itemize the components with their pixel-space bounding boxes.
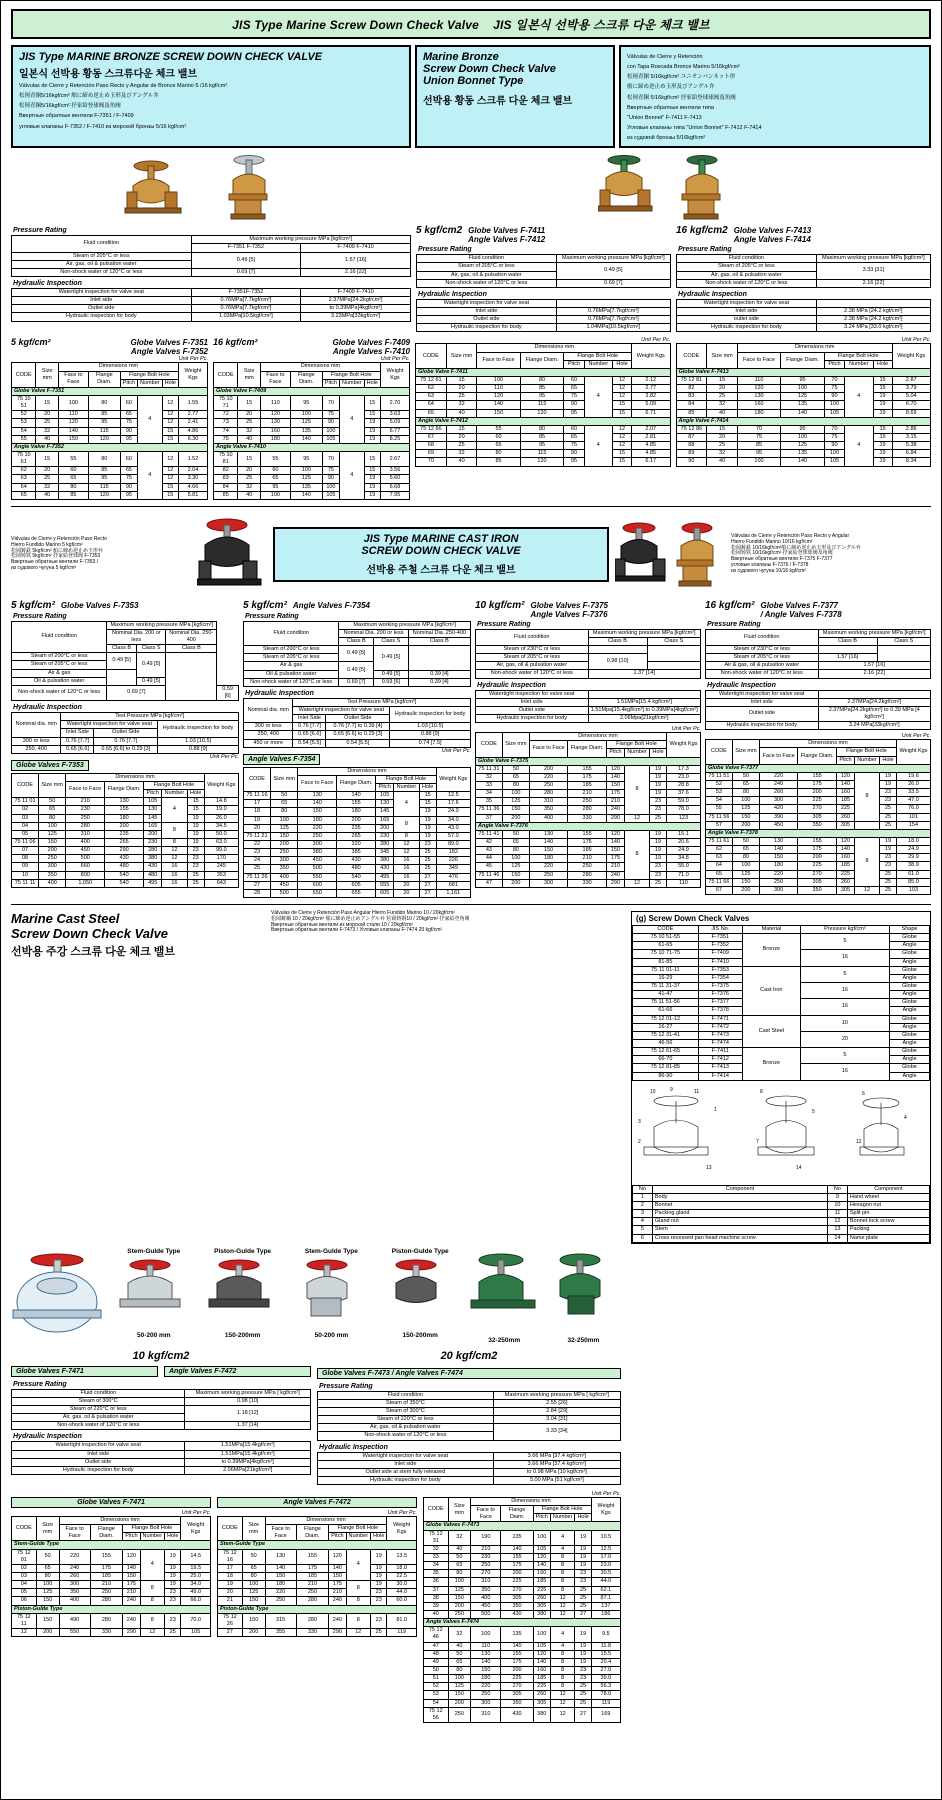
bronze-right-line7: "Union Bonnet" F-7411 F-7413 [627,114,702,121]
dim-block-f7413 [676,337,932,499]
pr-title-f7413: Pressure Rating [678,246,732,254]
dim-table-f7351: CODE Size mm Dimensions mm Weight Kgs Face to Face Flange Diam. Flange Bolt Hole Pitch Number Hole Globe Valve F-7351 75 10 51 15 100 80 60 4 12 1.55 52 20 110 85 65 12 2.77 53 25 120 95 75 12 2.41 54 32 140 115 90 15 4.86 55 40 150 120 95 15 6.30 Angle Valve F-7352 75 10 61 15 55 80 60 4 12 1.52 62 20 60 85 65 12 2.04 63 25 65 95 75 12 3.30 64 32 80 115 90 15 4.66 65 40 85 120 95 15 5.81 [11,362,208,499]
unit-f7411: Unit Per Pc. [641,337,671,344]
bronze-header-mid [415,45,615,148]
badge-globe-f7411: Globe Valves F-7411 [468,226,546,236]
svg-text:4: 4 [904,1114,907,1121]
svg-text:14: 14 [796,1164,802,1171]
bronze-right-line6: Ввертные обратные вентили типа [627,104,714,111]
badge-angle-f7378: Angle Valve F-7378 [706,829,931,837]
badge-globe-f7413-dim: Globe Valve F-7413 [676,368,931,376]
globe-valve-bronze-icon [123,152,213,222]
cast-steel-figure-strip [11,1248,621,1345]
dim-table-f7413: CODE Size mm Dimensions mm Weight Kgs Face to Face Flange Diam. Flange Bolt Hole Pitch Number Hole Globe Valve F-7413 75 12 81 15 110 95 70 4 15 2.87 82 20 120 100 75 15 3.79 83 25 130 125 90 19 5.04 84 32 160 135 100 19 6.70 85 40 180 140 105 19 8.69 Angle Valve F-7414 75 12 86 15 70 95 70 4 15 2.86 87 20 75 100 75 15 3.15 88 25 85 125 90 19 5.38 89 32 95 135 100 19 6.84 90 40 100 140 105 19 8.34 [676,343,932,466]
svg-text:13: 13 [706,1164,712,1171]
col-fluid-condition: Fluid condition [12,236,192,252]
col-f7409: F-7409 F-7410 [301,244,411,252]
block-f7377: 16 kgf/cm² Globe Valves F-7377 / Angle Valves F-7378 Pressure Rating Fluid condition Maximum working pressure MPa [kgf/cm²] Class B Class S Steam of 230°C or less Steam of 205°C or less 1.57 [16] Air & gas, oil & pulsation water 1.57 [16] Non-shock water of 120°C or less 2.16 [22] Hydraulic Inspection Watertight inspection for valve seat Inlet side 2.37MPa[24.2kgf/cm²] Outlet side 2.37MPa[24.2kgf/cm²] to 0.39 MPa [4 kgf/cm²] Hydraulic inspection for body 3.24 MPa[33kgf/cm²] Unit Per Pc. CODE Size mm Dimensions mm Weight Kgs Face to Face Flange Diam. Flange Bolt Hole Pitch Number Hole Globe Valve F-7377 75 11 51 50 220 155 120 8 19 19.6 52 65 240 175 140 19 26.0 53 80 260 200 160 23 33.5 54 100 300 225 185 23 47.0 55 125 420 270 225 25 76.0 75 11 56 150 390 305 260 25 101 57 200 450 350 305 25 154 Angle Valve F-7378 75 11 61 50 130 155 120 8 19 18.0 62 65 140 175 140 19 24.9 63 80 150 200 160 23 29.9 64 100 180 225 185 23 38.9 65 125 220 270 225 25 61.0 75 11 66 150 250 305 260 25 85.0 67 200 300 350 305 12 25 103 [705,600,931,895]
figure-stem-guide-2: Stem-Gulde Type 50-200 mm [304,1247,358,1339]
angle-valve-bronze-icon [219,150,299,222]
dim-table-f7472: CODE Size mm Dimensions mm Weight Kgs Face to Face Flange Diam. Flange Bolt Hole Pitch Number Hole Stem-Gulde Type 75 12 16 50 130 155 120 4 19 13.5 17 65 140 175 140 19 18.0 18 80 150 185 150 19 22.5 19 100 180 210 175 8 19 30.0 20 125 220 250 210 23 44.0 21 150 250 280 240 8 23 60.0 Piston-Gulde Type 75 12 26 150 315 280 240 8 23 81.0 27 200 355 330 290 12 25 119 [217,1516,417,1637]
svg-text:7: 7 [756,1138,759,1145]
badge-angle-f7412-dim: Angle Valve F-7412 [416,417,671,425]
title-angle-f7376: Angle Valves F-7376 [530,609,608,619]
table-row: 61-66 F-7378 Angle [633,1007,930,1015]
bronze-header-line2: 일본식 선박용 황동 스크류다운 체크 밸브 [19,69,198,80]
unit-f7351: Unit Per Pc. [178,356,208,363]
title-f7354: Angle Valves F-7354 [292,600,370,610]
table-row: Non-shock water of 120°C or less 0.69 [7] 2.16 [22] [12,268,411,276]
hy-table-f7377: Watertight inspection for valve seat Inlet side 2.37MPa[24.2kgf/cm²] Outlet side 2.37MPa[24.2kgf/cm²] to 0.39 MPa [4 kgf/cm²] Hydraulic inspection for body 3.24 MPa[33kgf/cm²] [705,690,931,731]
dim-block-f7351 [11,337,208,499]
bronze-mid-line4: 선박용 황동 스크류 다운 체크 밸브 [423,96,573,107]
section-divider-1 [11,506,931,507]
dim-table-f7377: CODE Size mm Dimensions mm Weight Kgs Face to Face Flange Diam. Flange Bolt Hole Pitch Number Hole Globe Valve F-7377 75 11 51 50 220 155 120 8 19 19.6 52 65 240 175 140 19 26.0 53 80 260 200 160 23 33.5 54 100 300 225 185 23 47.0 55 125 420 270 225 25 76.0 75 11 56 150 390 305 260 25 101 57 200 450 350 305 25 154 Angle Valve F-7378 75 11 61 50 130 155 120 8 19 18.0 62 65 140 175 140 19 24.9 63 80 150 200 160 23 29.9 64 100 180 225 185 23 38.9 65 125 220 270 225 25 61.0 75 11 66 150 250 305 260 25 85.0 67 200 300 350 305 12 25 103 [705,739,931,895]
block-f7375: 10 kgf/cm² Globe Valves F-7375 Angle Valves F-7376 Pressure Rating Fluid condition Maximum working pressure MPa [kgf/cm²] Class B Class S Steam of 230°C or less Steam of 205°C or less 0.98 [10] Air, gas, oil & pulsation water Non-shock water of 120°C or less 1.37 [14] Hydraulic Inspection Watertight inspection for valve seat Inlet side 1.51MPa[15.4 kgf/cm²] Outlet side 1.51Mpa[15.4kgf/cm²] to 0.39MPa[4kgf/cm²] Hydraulic inspection for body 2.06Mpa[21kgf/cm²] Unit Per Pc. CODE Size mm Dimensions mm Weight Kgs Face to Face Flange Diam. Flange Bolt Hole Pitch Number Hole Globe Valve F-7375 75 11 31 50 200 155 120 8 19 17.3 32 65 220 175 140 19 23.0 33 80 250 185 150 19 28.8 34 100 280 210 175 19 37.6 35 125 310 250 210 23 59.0 75 11 36 150 350 280 240 23 78.0 37 200 400 330 290 12 25 123 Angle Valve F-7376 75 11 41 50 130 155 120 8 19 15.1 42 65 140 175 140 19 20.6 43 80 150 185 150 19 24.9 44 100 180 210 175 19 34.8 45 125 220 250 210 23 55.0 75 11 46 150 250 280 240 23 71.0 47 200 300 330 290 12 25 110 [475,600,701,888]
pr-table-f7413: Fluid condition Maximum working pressure MPa [kgf/cm²] Steam of 205°C or less 3.33 [31] Air, gas, oil & pulsation water Non-shock water of 120°C or less 2.16 [22] [676,254,931,288]
summary-g-title: (g) Screw Down Check Valves [636,914,750,923]
page-title [11,9,931,39]
cast-iron-valve-icon-left [197,513,267,596]
union-bonnet-valve-icon-2 [674,150,744,222]
page-title-en: JIS Type Marine Screw Down Check Valve [232,18,479,32]
bronze-right-line5: 松岡青銅 5/16kgf/cm² 抒家給登球球阀及角阀 [627,94,736,101]
pressure-rating-title: Pressure Rating [13,227,67,235]
unit-f7413: Unit Per Pc. [901,337,931,344]
section-divider-2 [11,904,931,905]
bronze-header-right [619,45,931,148]
table-row: Steam of 205°C or less 0.49 [5] 1.57 [16] [12,252,411,260]
bronze-header-line1: JIS Type MARINE BRONZE SCREW DOWN CHECK VALVE [19,51,323,63]
pr-block-f7471: 10 kgf/cm2 Globe Valves F-7471 Angle Valves F-7472 Pressure Rating Fluid condition Maximum working pressure MPa [ kgf/cm²] Steam of 300°C 0.98 [10] Steam of 220°C or less 1.18 [12] Air, gas, oil & pulsation water Non-shock water of 120°C or less 1.37 [14] Hydraulic Inspection Watertight inspection for valve seat 1.51MPa[15.4kgf/cm²] Inlet side 1.51MPa[15.4kgf/cm²] Outlet side to 0.39MPa[4kgf/cm²] Hydraulic inspection for body 2.06MPa[21kgf/cm²] [11,1350,311,1485]
badge-globe-f7413: Globe Valves F-7413 [733,226,812,236]
table-row: 46-56 F-7474 Angle [633,1039,930,1047]
dim-table-f7353: CODE Size mm Dimensions mm Weight Kgs Face to Face Flange Diam. Flange Bolt Hole Pitch Number Hole 75 11 01 50 210 130 105 4 15 14.8 02 65 230 155 130 15 19.0 03 80 250 180 145 19 26.0 04 100 280 200 165 8 19 34.5 05 125 310 235 200 19 50.0 75 11 06 150 400 265 230 8 19 63.0 07 200 450 290 280 12 23 99.0 08 250 500 430 380 12 23 170 09 300 660 480 430 16 23 245 10 350 800 540 480 16 25 353 75 11 11 400 1,050 540 495 16 25 643 [11,773,239,888]
kg-f7351: 5 kgf/cm² [11,337,51,348]
pressure-rating-f7411-block [416,225,671,332]
col-f7351: F-7351 F-7352 [191,244,301,252]
badge-globe-f7375: Globe Valve F-7375 [476,757,701,765]
dim-block-f7472: Angle Valves F-7472 Unit Per Pc. CODE Size mm Dimensions mm Weight Kgs Face to Face Flange Diam. Flange Bolt Hole Pitch Number Hole Stem-Gulde Type 75 12 16 50 130 155 120 4 19 13.5 17 65 140 175 140 19 18.0 18 80 150 185 150 19 22.5 19 100 180 210 175 8 19 30.0 20 125 220 250 210 23 44.0 21 150 250 280 240 8 23 60.0 Piston-Gulde Type 75 12 26 150 315 280 240 8 23 81.0 27 200 355 330 290 12 25 119 [217,1491,417,1723]
parts-legend-table: No Component No Component 1 Body 9 Hand wheel 2 Bonnet 10 Hexagon nut 3 Packing gland 11 Split pin 4 Gland nut 12 Bonnet lock screw 5 Stem 13 Packing 6 Cross recessed pan head machine screw 14 Name plate [632,1185,930,1243]
pr-table-f7377: Fluid condition Maximum working pressure MPa [kgf/cm²] Class B Class S Steam of 230°C or less Steam of 205°C or less 1.57 [16] Air & gas, oil & pulsation water 1.57 [16] Non-shock water of 120°C or less 2.16 [22] [705,629,931,679]
table-row: 2 Bonnet 10 Hexagon nut [633,1201,930,1209]
badge-16kgf: 16 kgf/cm2 [676,225,728,237]
table-row: 75 11 31-37 F-7375 16 Globe [633,982,930,990]
pr-table-f7411: Fluid condition Maximum working pressure MPa [kgf/cm²] Steam of 205°C or less 0.49 [5] Air, gas, oil & pulsation water Non-shock water of 120°C or less 0.69 [7] [416,254,671,288]
table-row: 75 10 71-75 F-7409 16 Globe [633,950,930,958]
dim-table-f7409: CODE Size mm Dimensions mm Weight Kgs Face to Face Flange Diam. Flange Bolt Hole Pitch Number Hole Globe Valve F-7409 75 10 71 15 110 95 70 4 15 2.70 72 20 120 100 75 15 3.63 73 25 130 125 90 19 5.09 74 32 160 135 100 19 6.77 75 40 180 140 105 19 8.25 Angle Valve F-7410 75 10 81 15 55 95 70 4 15 2.67 82 20 60 100 75 15 3.56 83 25 65 125 90 19 5.60 84 32 95 135 100 19 6.68 85 40 100 140 105 19 7.95 [213,362,410,499]
hy-table-f7471: Watertight inspection for valve seat 1.51MPa[15.4kgf/cm²] Inlet side 1.51MPa[15.4kgf/cm²] Outlet side to 0.39MPa[4kgf/cm²] Hydraulic inspection for body 2.06MPa[21kgf/cm²] [11,1441,311,1475]
kg-globe-f7409: Globe Valves F-7409 [332,338,410,348]
table-row: 75 12 31-41 F-7473 20 Globe [633,1031,930,1039]
bronze-mid-line1: Marine Bronze [423,51,499,63]
badge-angle-f7376: Angle Valve F-7376 [476,822,701,830]
badge-f7473: Globe Valves F-7473 / Angle Valves F-7474 [317,1368,621,1379]
pr-title-f7411: Pressure Rating [418,246,472,254]
kg-f7354: 5 kgf/cm² [243,599,287,611]
table-row: 6 Cross recessed pan head machine screw 14 Name plate [633,1234,930,1242]
figure-piston-guide-1: Piston-Gulde Type 150-200mm [200,1248,285,1345]
badge-globe-f7411-dim: Globe Valve F-7411 [416,368,671,376]
badge-globe-f7471: Globe Valves F-7471 [11,1366,158,1377]
svg-text:2: 2 [638,1138,641,1145]
bronze-header-line3: Válvulas de Cierre y Retención Paso Recto y Angular de Bronce Marino 5 /16 kgf/cm² [19,83,228,89]
section-cast-iron [11,513,931,898]
exploded-diagram [632,1081,930,1185]
figure-piston-guide-2: Piston-Gulde Type 150-200mm [391,1247,449,1339]
badge-angle-f7414: Angle Valves F-7414 [733,235,811,245]
pr-table-f7471: Fluid condition Maximum working pressure MPa [ kgf/cm²] Steam of 300°C 0.98 [10] Steam of 220°C or less 1.18 [12] Air, gas, oil & pulsation water Non-shock water of 120°C or less 1.37 [14] [11,1389,311,1431]
hy-table-f7473: Watertight inspection for valve seat 3.66 MPa [37.4 kgf/cm²] Inlet side 3.66 MPa [37.4 kgf/cm²] Outlet side at stem fully released to 0.98 MPa [10 kgf/cm²] Hydraulic inspection for body 5.00 MPa [51 kgf/cm²] [317,1452,621,1486]
badge-5kgf: 5 kgf/cm2 [416,225,463,237]
bronze-header-line4: 松岡青銅5/16kgf/cm² 舶に締め逆止め玉形及びアングル弁 [19,93,159,100]
badge-globe-f7351: Globe Valve F-7351 [12,387,208,395]
section-cast-steel [11,911,931,1723]
kg-f7353: 5 kgf/cm² [11,599,55,611]
table-row: 75 12 01-12 F-7471 Cast Steel 10 Globe [633,1015,930,1023]
table-row: 75 11 01-11 F-7353 Cast Iron 5 Globe [633,966,930,974]
cast-iron-valve-icon-right [615,518,725,590]
table-row: 75 12 81-85 F-7413 16 Globe [633,1064,930,1072]
bronze-right-line1: Válvulas de Cierre y Retención [627,54,703,60]
table-row: 4 Gland nut 12 Bonnet lock screw [633,1218,930,1226]
pressure-rating-f7413-block [676,225,931,332]
badge-angle-f7472: Angle Valves F-7472 [164,1366,311,1377]
union-bonnet-valve-icon-1 [598,150,668,222]
pr-block-f7473: 20 kgf/cm2 Globe Valves F-7473 / Angle Valves F-7474 Pressure Rating Fluid condition Maximum working pressure MPa [ kgf/cm²] Steam of 350°C 2.55 [26] Steam of 300°C 2.84 [29] Steam of 220°C or less 3.04 [31] Air, gas, oil & pulsation water 3.33 [34] Non-shock water of 120°C or less Hydraulic Inspection Watertight inspection for valve seat 3.66 MPa [37.4 kgf/cm²] Inlet side 3.66 MPa [37.4 kgf/cm²] Outlet side at stem fully released to 0.98 MPa [10 kgf/cm²] Hydraulic inspection for body 5.00 MPa [51 kgf/cm²] [317,1350,621,1485]
title-globe-f7377: Globe Valves F-7377 [760,600,838,610]
figure-stem-guide-1: Stem-Gulde Type 50-200 mm [111,1248,196,1345]
bronze-mid-line3: Union Bonnet Type [423,75,524,87]
figure-angle-32-250: 32-250mm [546,1248,621,1345]
bronze-mid-line2: Screw Down Check Valve [423,63,556,75]
pr-table-f7353: Fluid condition Maximum working pressure MPa [kgf/cm²] Nominal Dia. 200 or less Nominal Dia. 250-400 Class B Class S Class B Steam of 200°C or less 0.49 [5] 0.49 [5] Steam of 205°C or less Air & gas Oil & pulsation water 0.49 [5] Non-shock water of 120°C or less 0.69 [7] 0.59 [6] [11,621,239,701]
svg-text:10: 10 [650,1088,656,1095]
table-row: 81-85 F-7410 Angle [633,958,930,966]
subhead-stem-guide-f7472: Stem-Gulde Type [218,1541,417,1549]
svg-text:1: 1 [714,1106,717,1113]
dim-block-f7471: Globe Valves F-7471 Unit Per Pc. CODE Size mm Dimensions mm Weight Kgs Face to Face Flange Diam. Flange Bolt Hole Pitch Number Hole Stem-Gulde Type 75 12 01 50 220 155 120 4 19 14.5 02 65 240 175 140 19 19.5 03 80 260 185 150 19 25.0 04 100 300 210 175 8 19 34.0 05 125 350 250 210 23 49.0 06 150 400 280 240 8 23 66.0 Piston-Gulde Type 75 12 11 150 490 280 240 8 23 70.0 12 200 550 330 290 12 25 105 [11,1491,211,1723]
table-row: 75 12 61-65 F-7411 Bronze 5 Globe [633,1048,930,1056]
pr-table-f7354: Fluid condition Maximum working pressure MPa [kgf/cm²] Nominal Dia. 200 or less Nominal Dia. 250-400 Class B Class S Class B Steam of 200°C or less 0.49 [5] 0.49 [5] Steam of 205°C or less Air & gas 0.49 [5] Oil & pulsation water 0.49 [5] 0.39 [4] Non-shock water of 120°C or less 0.69 [7] 0.59 [6] 0.39 [4] [243,621,471,687]
summary-g-box [631,911,931,1244]
table-row: 75 11 51-56 F-7377 16 Globe [633,999,930,1007]
cast-iron-header: JIS Type MARINE CAST IRON SCREW DOWN CHECK VALVE 선박용 주철 스크류 다운 체크 밸브 [273,527,609,582]
subhead-piston-guide-f7471: Piston-Gulde Type [12,1605,211,1613]
dim-block-f7473: Unit Per Pc. CODE Size mm Dimensions mm Weight Kgs Face to Face Flange Diam. Flange Bolt Hole Pitch Number Hole Globe Valves F-7473 75 12 31 32 190 135 100 4 19 10.5 32 40 210 140 105 4 19 12.5 33 50 230 155 120 8 19 17.0 34 65 250 175 140 8 19 23.0 35 80 270 200 160 8 23 30.5 36 100 310 225 185 8 23 44.0 37 125 350 270 225 8 25 62.1 38 150 400 305 260 12 25 87.1 39 200 450 350 305 12 25 137 40 250 500 430 380 12 27 186 Angle Valves F-7474 75 12 46 32 100 135 100 4 19 9.5 47 40 110 140 105 4 19 11.8 48 50 130 155 120 8 19 15.5 49 65 140 175 140 8 19 20.4 50 80 150 200 160 8 23 27.0 51 100 180 225 185 8 23 39.0 52 125 220 270 225 8 25 56.3 53 150 250 305 260 12 25 78.0 54 200 300 350 305 12 25 119 75 12 56 250 310 430 380 12 27 169 [423,1491,621,1723]
badge-angle-f7412: Angle Valves F-7412 [468,235,546,245]
badge-angle-f7410: Angle Valve F-7410 [214,443,410,451]
table-row: 16-29 F-7354 Angle [633,974,930,982]
kg-f7375: 10 kgf/cm² [475,599,525,611]
hy-table-f7353: Nominal dia. mm Test Pressure MPa [kgf/cm²] Watertight inspection for valve seat Hydraulic inspection for body Inlet Side Outlet Side 300 or less 0.76 [7.7] 0.76 [7.7] 1.03 [10.5] 350, 400 0.65 [6.6] 0.65 [6.6] to 0.29 [3] 0.88 [9] [11,712,239,754]
kg-angle-f7352: Angle Valves F-7352 [130,347,208,357]
col-max-working-pressure: Maximum working pressure MPa [kgf/cm²] [191,236,410,244]
kg-f7377: 16 kgf/cm² [705,599,755,611]
svg-text:5: 5 [812,1108,815,1115]
bronze-valve-illustrations-left [11,150,411,222]
bronze-right-line3: 松岡青銅 5/16kgf/cm² ユニオンバンネット形 [627,74,736,81]
subhead-stem-guide-f7471: Stem-Gulde Type [12,1541,211,1549]
badge-globe-f7473: Globe Valves F-7473 [424,1522,621,1530]
dim-block-f7409 [213,337,410,499]
svg-text:12: 12 [856,1138,862,1145]
hy-table-f7411: Watertight inspection for valve seat Inlet side 0.76MPa[7.7kgf/cm²] Outlet side 0.76MPa[7.7kgf/cm²] Hydraulic inspection for body 1.04MPa[10.5kgf/cm²] [416,299,671,333]
svg-text:9: 9 [670,1086,673,1093]
table-row: 75 10 51-55 F-7351 Bronze 5 Globe [633,934,930,942]
dim-table-f7375: CODE Size mm Dimensions mm Weight Kgs Face to Face Flange Diam. Flange Bolt Hole Pitch Number Hole Globe Valve F-7375 75 11 31 50 200 155 120 8 19 17.3 32 65 220 175 140 19 23.0 33 80 250 185 150 19 28.8 34 100 280 210 175 19 37.6 35 125 310 250 210 23 59.0 75 11 36 150 350 280 240 23 78.0 37 200 400 330 290 12 25 123 Angle Valve F-7376 75 11 41 50 130 155 120 8 19 15.1 42 65 140 175 140 19 20.6 43 80 150 185 150 19 24.9 44 100 180 210 175 19 34.8 45 125 220 250 210 23 55.0 75 11 46 150 250 280 240 23 71.0 47 200 300 330 290 12 25 110 [475,732,701,888]
cast-iron-desc-right: Válvulas de Cierre y Retención Paso Recto y Angular Hierro Fundido Marino 10/16 kgf/cm² 松岡鋳鉄 10/16kgf/cm²舶に締め逆止め玉形及びアングル弁 松岡铸铁 10/16kgf/cm² 抒家給登球球阀及角阀 Ввертные обратные вентили F-7375 F-7377 угловые клапаны F-7376 / F-7378 из судового чугуна 10/16 kgf/cm² [731,533,861,574]
badge-globe-f7409: Globe Valve F-7409 [214,387,410,395]
table-row: 16-27 F-7472 Angle [633,1023,930,1031]
badge-angle-f7474: Angle Valves F-7474 [424,1619,621,1627]
svg-text:11: 11 [694,1088,700,1095]
bronze-right-line9: из судовой бронзы 5/16kgf/cm² [627,135,706,142]
badge-f7472-dim: Angle Valves F-7472 [217,1497,417,1508]
page-title-ko: JIS 일본식 선박용 스크류 다운 체크 밸브 [493,18,710,32]
table-row: 3 Packing gland 11 Split pin [633,1210,930,1218]
badge-f7354: Angle Valves F-7354 [243,754,320,765]
table-row: 86-90 F-7414 Angle [633,1072,930,1080]
hy-title-f7411: Hydraulic Inspection [418,290,487,298]
pr-table-f7473: Fluid condition Maximum working pressure MPa [ kgf/cm²] Steam of 350°C 2.55 [26] Steam of 300°C 2.84 [29] Steam of 220°C or less 3.04 [31] Air, gas, oil & pulsation water 3.33 [34] Non-shock water of 120°C or less [317,1391,621,1441]
dim-table-f7411: CODE Size mm Dimensions mm Weight Kgs Face to Face Flange Diam. Flange Bolt Hole Pitch Number Hole Globe Valve F-7411 75 12 61 15 100 80 60 4 12 2.12 62 20 110 85 65 12 2.77 63 25 120 95 75 12 3.82 64 32 140 115 90 15 5.09 65 40 150 120 95 15 6.71 Angle Valve F-7412 75 12 66 15 55 80 60 4 12 2.07 67 20 60 85 65 12 2.81 68 25 65 95 75 12 4.85 69 32 80 115 90 15 4.85 70 40 85 120 95 15 6.17 [415,343,671,466]
hydraulic-inspection-title: Hydraulic Inspection [13,279,82,287]
badge-f7471-dim: Globe Valves F-7471 [11,1497,211,1508]
svg-text:3: 3 [638,1118,641,1125]
figure-globe-32-250: 32-250mm [467,1248,542,1345]
subhead-piston-guide-f7472: Piston-Gulde Type [218,1605,417,1613]
bronze-right-line4: 舶に締め逆止め玉形及びアングル弁 [627,84,715,91]
hy-table-f7413: Watertight inspection for valve seat Inlet side 2.38 MPa [24.2 kgf/cm²] outlet side 2.38 MPa [24.2 kgf/cm²] Hydraulic inspection for body 3.24 MPa [33.0 kgf/cm²] [676,299,931,333]
hydraulic-inspection-table: Watertight inspection for valve seat F-7351F-7352 F-7409 F-7410 Inlet side 0.76MPa[7.7kgf/cm²] 2.37MPa[24.2kgf/cm²] Outlet side 0.76MPa[7.7kgf/cm²] to 0.39MPa[4kgf/cm²] Hydraulic inspection for body 1.03MPa[10.5kgf/cm²] 3.23MPa[33kgf/cm²] [11,288,411,322]
unit-f7409: Unit Per Pc. [380,356,410,363]
table-row: 41-47 F-7376 Angle [633,991,930,999]
bronze-header-line5: 松岡青銅5/16kgf/cm² 抒家給登球阀及角阀 [19,103,121,110]
table-row: 61-65 F-7352 Angle [633,942,930,950]
pr-table-f7375: Fluid condition Maximum working pressure MPa [kgf/cm²] Class B Class S Steam of 230°C or less Steam of 205°C or less 0.98 [10] Air, gas, oil & pulsation water Non-shock water of 120°C or less 1.37 [14] [475,629,701,679]
kg-globe-f7351: Globe Valves F-7351 [130,338,208,348]
title-globe-f7375: Globe Valves F-7375 [530,600,608,610]
dim-table-f7473: CODE Size mm Dimensions mm Weight Kgs Face to Face Flange Diam. Flange Bolt Hole Pitch Number Hole Globe Valves F-7473 75 12 31 32 190 135 100 4 19 10.5 32 40 210 140 105 4 19 12.5 33 50 230 155 120 8 19 17.0 34 65 250 175 140 8 19 23.0 35 80 270 200 160 8 23 30.5 36 100 310 225 185 8 23 44.0 37 125 350 270 225 8 25 62.1 38 150 400 305 260 12 25 87.1 39 200 450 350 305 12 25 137 40 250 500 430 380 12 27 186 Angle Valves F-7474 75 12 46 32 100 135 100 4 19 9.5 47 40 110 140 105 4 19 11.8 48 50 130 155 120 8 19 15.5 49 65 140 175 140 8 19 20.4 50 80 150 200 160 8 23 27.0 51 100 180 225 185 8 23 39.0 52 125 220 270 225 8 25 56.3 53 150 250 305 260 12 25 78.0 54 200 300 350 305 12 25 119 75 12 56 250 310 430 380 12 27 169 [423,1497,621,1723]
kg-f7471: 10 kgf/cm2 [132,1349,190,1362]
table-row: 1 Body 9 Hand wheel [633,1193,930,1201]
pressure-rating-table [11,235,411,277]
cast-steel-desc: Válvulas de Cierre y Retención Paso Angular Hierro Fundido Marino 10 / 20kgf/cm² 松岡鋳鋼 10 / 20kgf/cm² 舶に締め逆止めアングル弁 松岡铸钢10 / 20kgf/cm² 抒家給登角阀 Ввертные обратные вентили из морской стали 10 / 20kgf/cm² Ввертные обратные вентили F-7473 / Угловые клапаны F-7474 20 kgf/cm² [271,910,470,934]
block-f7354: 5 kgf/cm² Angle Valves F-7354 Pressure Rating Fluid condition Maximum working pressure MPa [kgf/cm²] Nominal Dia. 200 or less Nominal Dia. 250-400 Class B Class S Class B Steam of 200°C or less 0.49 [5] 0.49 [5] Steam of 205°C or less Air & gas 0.49 [5] Oil & pulsation water 0.49 [5] 0.39 [4] Non-shock water of 120°C or less 0.69 [7] 0.59 [6] 0.39 [4] Hydraulic Inspection Nominal dia. mm Test Pressure MPa [kgf/cm²] Watertight inspection for valve seat Hydraulic inspection for body Inlet Side Outlet Side 300 or less 0.76 [7.7] 0.76 [7.7] to 0.39 [4] 1.03 [10.5] 350, 400 0.65 [6.6] 0.65 [6.6] to 0.29 [3] 0.88 [9] 450 or more 0.54 [5.5] 0.54 [5.5] 0.74 [7.5] Angle Valves F-7354 Unit Per Pc. CODE Size mm Dimensions mm Weight Kgs Face to Face Flange Diam. Flange Bolt Hole Pitch Number Hole 75 11 16 50 130 140 105 4 15 12.5 17 65 140 155 130 15 17.6 18 80 150 180 145 19 24.0 19 100 180 200 165 8 19 34.0 20 125 220 235 200 19 43.0 75 11 21 150 250 265 230 8 19 57.0 22 200 300 320 280 12 23 89.0 23 250 380 385 345 12 25 182 24 300 450 430 380 16 25 226 25 350 500 480 430 16 25 349 75 11 26 400 550 540 495 16 27 476 27 450 600 605 555 20 27 681 28 500 650 655 605 20 27 1,161 [243,600,471,898]
table-row: 5 Stem 13 Packing [633,1226,930,1234]
badge-angle-f7414-dim: Angle Valve F-7414 [676,417,931,425]
bronze-right-line2: con Tapa Roscada Bronce Marino 5/16kgf/cm² [627,64,741,71]
badge-globe-f7377: Globe Valve F-7377 [706,764,931,772]
hy-title-f7413: Hydraulic Inspection [678,290,747,298]
hy-table-f7354: Nominal dia. mm Test Pressure MPa [kgf/cm²] Watertight inspection for valve seat Hydraulic inspection for body Inlet Side Outlet Side 300 or less 0.76 [7.7] 0.76 [7.7] to 0.39 [4] 1.03 [10.5] 350, 400 0.65 [6.6] 0.65 [6.6] to 0.29 [3] 0.88 [9] 450 or more 0.54 [5.5] 0.54 [5.5] 0.74 [7.5] [243,698,471,748]
title-angle-f7378: / Angle Valves F-7378 [760,609,842,619]
dim-table-f7471: CODE Size mm Dimensions mm Weight Kgs Face to Face Flange Diam. Flange Bolt Hole Pitch Number Hole Stem-Gulde Type 75 12 01 50 220 155 120 4 19 14.5 02 65 240 175 140 19 19.5 03 80 260 185 150 19 25.0 04 100 300 210 175 8 19 34.0 05 125 350 250 210 23 49.0 06 150 400 280 240 8 23 66.0 Piston-Gulde Type 75 12 11 150 490 280 240 8 23 70.0 12 200 550 330 290 12 25 105 [11,1516,211,1637]
kg-f7409: 16 kgf/cm² [213,337,258,348]
table-row: 66-70 F-7412 Angle [633,1056,930,1064]
kg-angle-f7410: Angle Valves F-7410 [332,347,410,357]
title-f7353: Globe Valves F-7353 [60,600,139,610]
bronze-valve-illustrations-right [411,150,931,222]
bronze-header-line7: угловые клапаны F-7352 / F-7410 из морской бронзы 5/16 kgf/cm² [19,123,187,130]
table-row: Air, gas, oil & pulsation water [12,260,411,268]
summary-g-table: CODE JIS No. Material Pressure kgf/cm² Shape 75 10 51-55 F-7351 Bronze 5 Globe 61-65 F-7352 Angle 75 10 71-75 F-7409 16 Globe 81-85 F-7410 Angle 75 11 01-11 F-7353 Cast Iron 5 Globe 16-29 F-7354 Angle 75 11 31-37 F-7375 16 Globe 41-47 F-7376 Angle 75 11 51-56 F-7377 16 Globe 61-66 F-7378 Angle 75 12 01-12 F-7471 Cast Steel 10 Globe 16-27 F-7472 Angle 75 12 31-41 F-7473 20 Globe 46-56 F-7474 Angle 75 12 61-65 F-7411 Bronze 5 Globe 66-70 F-7412 Angle 75 12 81-85 F-7413 16 Globe 86-90 F-7414 Angle [632,925,930,1081]
section-bronze [11,45,931,500]
bronze-header-left [11,45,411,148]
bronze-right-line8: Угловые клапаны типа "Union Bonnet" F-7412 F-7414 [627,124,762,131]
kg-f7473: 20 kgf/cm2 [440,1349,498,1362]
block-f7353: 5 kgf/cm² Globe Valves F-7353 Pressure Rating Fluid condition Maximum working pressure MPa [kgf/cm²] Nominal Dia. 200 or less Nominal Dia. 250-400 Class B Class S Class B Steam of 200°C or less 0.49 [5] 0.49 [5] Steam of 205°C or less Air & gas Oil & pulsation water 0.49 [5] Non-shock water of 120°C or less 0.69 [7] 0.59 [6] Hydraulic Inspection Nominal dia. mm Test Pressure MPa [kgf/cm²] Watertight inspection for valve seat Hydraulic inspection for body Inlet Side Outlet Side 300 or less 0.76 [7.7] 0.76 [7.7] 1.03 [10.5] 350, 400 0.65 [6.6] 0.65 [6.6] to 0.29 [3] 0.88 [9] Globe Valves F-7353 Unit Per Pc. CODE Size mm Dimensions mm Weight Kgs Face to Face Flange Diam. Flange Bolt Hole Pitch Number Hole 75 11 01 50 210 130 105 4 15 14.8 02 65 230 155 130 15 19.0 03 80 250 180 145 19 26.0 04 100 280 200 165 8 19 34.5 05 125 310 235 200 19 50.0 75 11 06 150 400 265 230 8 19 63.0 07 200 450 290 280 12 23 99.0 08 250 500 430 380 12 23 170 09 300 660 480 430 16 23 245 10 350 800 540 480 16 25 353 75 11 11 400 1,050 540 495 16 25 643 [11,600,239,888]
figure-large-valve [11,1248,107,1345]
badge-f7353: Globe Valves F-7353 [11,760,89,771]
bronze-header-line6: Ввертные обратные вентили F-7351 / F-7409 [19,113,134,120]
svg-text:6: 6 [862,1090,865,1097]
cast-steel-title-block: Marine Cast Steel Screw Down Check Valve 선박용 주강 스크류 다운 체크 밸브 [11,911,176,958]
cast-iron-desc-left: Válvulas de Cierre y Retención Paso Recto Hierro Fundido Marino 5 kgf/cm² 松岡鋳鉄 5kgf/cm² 舶に締め逆止め玉形弁 松岡铸铁 5kgf/cm² 抒家給登球阀 F-7353 Ввертные обратные вентили F-7353 / из судового чугуна 5 kgf/cm² [11,536,107,571]
svg-text:8: 8 [760,1088,763,1095]
pressure-rating-bronze-block [11,225,411,321]
dim-block-f7411 [415,337,671,499]
badge-angle-f7352: Angle Valve F-7352 [12,443,208,451]
hy-table-f7375: Watertight inspection for valve seat Inlet side 1.51MPa[15.4 kgf/cm²] Outlet side 1.51Mpa[15.4kgf/cm²] to 0.39MPa[4kgf/cm²] Hydraulic inspection for body 2.06Mpa[21kgf/cm²] [475,690,701,724]
dim-table-f7354: CODE Size mm Dimensions mm Weight Kgs Face to Face Flange Diam. Flange Bolt Hole Pitch Number Hole 75 11 16 50 130 140 105 4 15 12.5 17 65 140 155 130 15 17.6 18 80 150 180 145 19 24.0 19 100 180 200 165 8 19 34.0 20 125 220 235 200 19 43.0 75 11 21 150 250 265 230 8 19 57.0 22 200 300 320 280 12 23 89.0 23 250 380 385 345 12 25 182 24 300 450 430 380 16 25 226 25 350 500 480 430 16 25 349 75 11 26 400 550 540 495 16 27 476 27 450 600 605 555 20 27 681 28 500 650 655 605 20 27 1,161 [243,767,471,898]
